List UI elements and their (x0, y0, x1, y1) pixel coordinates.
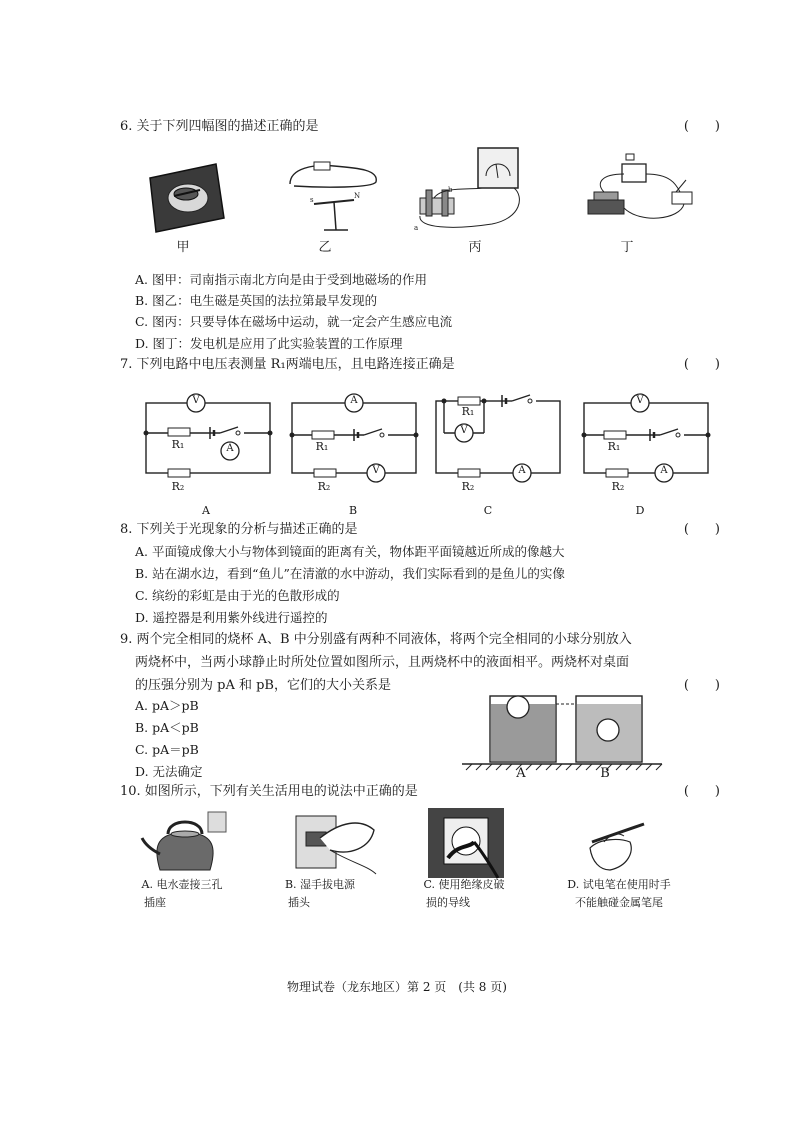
q10-caption-d-line2: 不能触碰金属笔尾 (575, 896, 663, 909)
q9-option-a: A. pA＞pB (135, 698, 199, 713)
figure-6-bing (412, 146, 542, 236)
circuit-b-r1-label: R₁ (315, 440, 329, 453)
q10-caption-b-line1: B. 湿手拔电源 (284, 878, 356, 891)
question-6-stem (120, 117, 720, 137)
svg-text:s: s (310, 196, 314, 204)
beaker-a-label: A (516, 766, 526, 781)
q10-caption-c-line2: 损的导线 (426, 896, 470, 909)
circuit-d-ammeter-label: A (660, 465, 668, 476)
figure-6-label-ding: 丁 (620, 240, 634, 255)
svg-text:a: a (414, 224, 419, 232)
q9-option-b: B. pA＜pB (135, 720, 199, 735)
q8-option-a: A. 平面镜成像大小与物体到镜面的距离有关，物体距平面镜越近所成的像越大 (135, 544, 565, 559)
broken-wire-image (428, 808, 504, 878)
question-7-text: 7. 下列电路中电压表测量 R₁两端电压，且电路连接正确是 (120, 357, 455, 372)
circuit-a-r1-label: R₁ (171, 438, 185, 451)
question-10-stem (120, 782, 720, 802)
figure-6-yi (284, 158, 384, 233)
kettle-image (140, 810, 240, 875)
beakers-figure (462, 690, 662, 770)
q10-caption-c (404, 876, 524, 912)
q8-option-c: C. 缤纷的彩虹是由于光的色散形成的 (135, 588, 340, 603)
circuit-b-label: B (348, 504, 358, 517)
test-pen-image (570, 812, 670, 872)
q8-option-b: B. 站在湖水边，看到“鱼儿”在清澈的水中游动，我们实际看到的是鱼儿的实像 (135, 566, 565, 581)
circuit-d-r1-label: R₁ (607, 440, 621, 453)
circuit-d (584, 393, 709, 485)
q10-caption-a (122, 876, 242, 912)
q6-option-a: A. 图甲：司南指示南北方向是由于受到地磁场的作用 (135, 272, 427, 287)
question-8-text: 8. 下列关于光现象的分析与描述正确的是 (120, 522, 358, 537)
question-9-text-line3: 的压强分别为 pA 和 pB，它们的大小关系是 (135, 678, 391, 693)
q10-caption-b-line2: 插头 (288, 896, 310, 909)
figure-6-label-yi: 乙 (318, 240, 332, 255)
q6-option-d: D. 图丁：发电机是应用了此实验装置的工作原理 (135, 336, 403, 351)
question-8-stem (120, 520, 720, 540)
circuit-b-r2-label: R₂ (317, 480, 331, 493)
question-6-text: 6. 关于下列四幅图的描述正确的是 (120, 119, 319, 134)
q10-caption-a-line2: 插座 (144, 896, 166, 909)
circuit-a (146, 393, 271, 485)
q10-caption-d (544, 876, 694, 912)
q9-option-c: C. pA＝pB (135, 742, 199, 757)
q10-caption-b (260, 876, 380, 912)
q6-option-b: B. 图乙：电生磁是英国的法拉第最早发现的 (135, 293, 378, 308)
figure-6-jia (138, 160, 228, 235)
wet-hands-image (290, 808, 380, 878)
q10-caption-c-line1: C. 使用绝缘皮破 (423, 878, 505, 891)
circuit-b-voltmeter-label: V (372, 465, 380, 476)
answer-paren-10: ( ) (683, 784, 720, 799)
circuit-c-r2-label: R₂ (461, 480, 475, 493)
circuit-b (292, 393, 417, 485)
circuit-c-r1-label: R₁ (461, 405, 475, 418)
answer-paren-9: ( ) (683, 678, 720, 693)
question-10-text: 10. 如图所示，下列有关生活用电的说法中正确的是 (120, 784, 418, 799)
beaker-b-label: B (600, 766, 610, 781)
question-9-text-line2: 两烧杯中，当两小球静止时所处位置如图所示，且两烧杯中的液面相平。两烧杯对桌面 (135, 655, 630, 670)
svg-text:N: N (354, 192, 361, 200)
circuit-d-r2-label: R₂ (611, 480, 625, 493)
q8-option-d: D. 遥控器是利用紫外线进行遥控的 (135, 610, 328, 625)
q9-option-d: D. 无法确定 (135, 764, 203, 779)
answer-paren-8: ( ) (683, 522, 720, 537)
question-7-stem (120, 355, 720, 375)
circuit-c-ammeter-label: A (518, 465, 526, 476)
circuit-c (436, 393, 561, 485)
circuit-c-label: C (483, 504, 493, 517)
q10-caption-d-line1: D. 试电笔在使用时手 (567, 878, 671, 891)
circuit-a-ammeter-label: A (226, 443, 234, 454)
circuit-c-voltmeter-label: V (460, 425, 468, 436)
page-footer: 物理试卷（龙东地区）第 2 页 (共 8 页) (287, 980, 507, 994)
circuit-d-voltmeter-label: V (636, 395, 644, 406)
answer-paren-6: ( ) (683, 119, 720, 134)
figure-6-label-bing: 丙 (468, 240, 482, 255)
circuit-d-label: D (635, 504, 645, 517)
circuit-b-ammeter-label: A (350, 395, 358, 406)
q10-caption-a-line1: A. 电水壶接三孔 (141, 878, 223, 891)
question-9-text-line1: 9. 两个完全相同的烧杯 A、B 中分别盛有两种不同液体，将两个完全相同的小球分别放入 (120, 632, 632, 647)
circuit-a-r2-label: R₂ (171, 480, 185, 493)
svg-text:b: b (448, 186, 453, 194)
figure-6-label-jia: 甲 (176, 240, 190, 255)
q6-option-c: C. 图丙：只要导体在磁场中运动，就一定会产生感应电流 (135, 314, 453, 329)
circuit-a-voltmeter-label: V (192, 395, 200, 406)
question-9-stem (120, 630, 720, 650)
answer-paren-7: ( ) (683, 357, 720, 372)
circuit-a-label: A (202, 504, 210, 517)
figure-6-ding (580, 150, 700, 235)
